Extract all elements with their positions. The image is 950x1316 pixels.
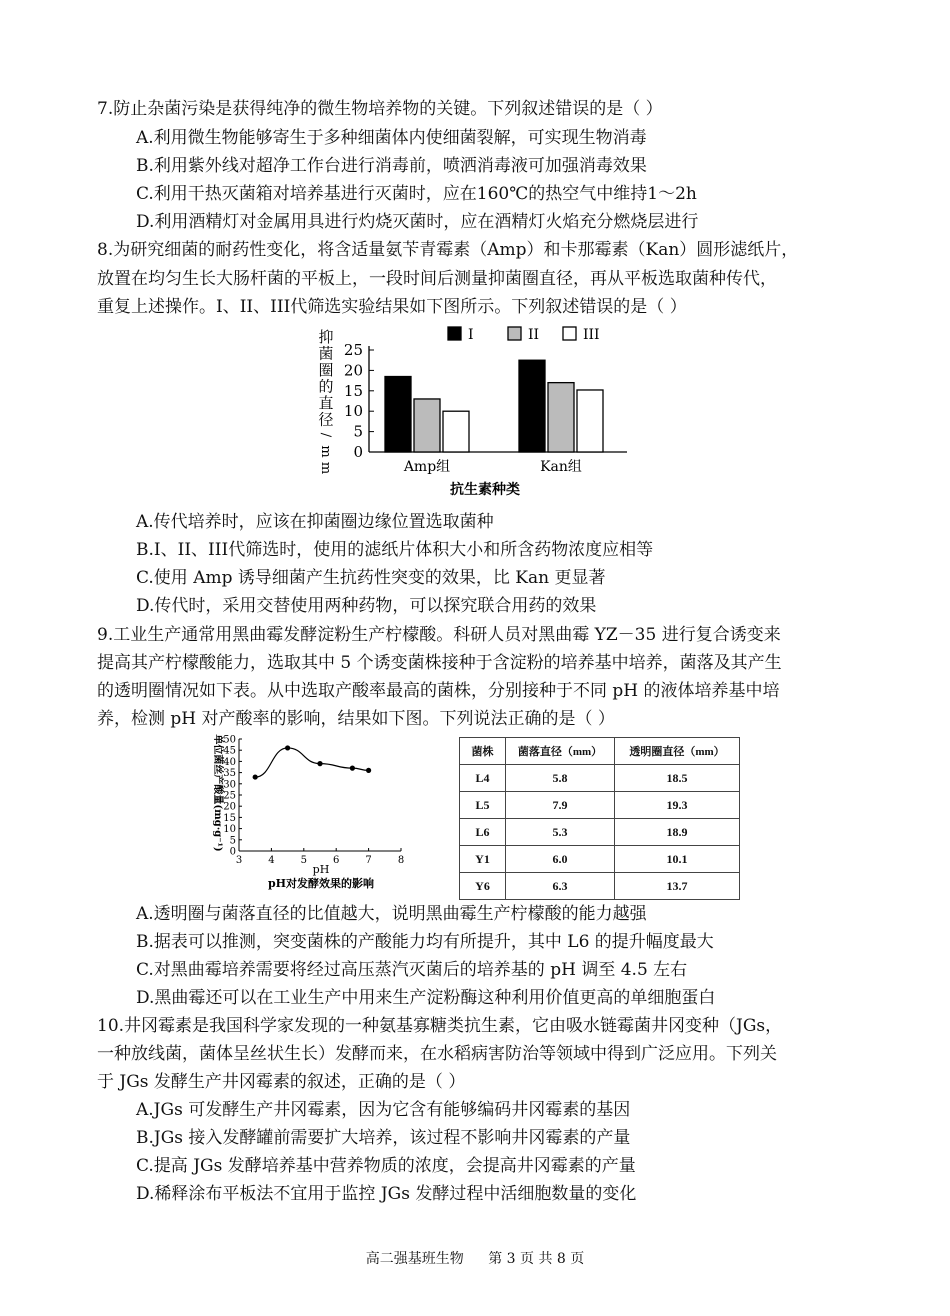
bar	[577, 390, 603, 452]
bar-chart-y-tick-label: 0	[353, 443, 363, 461]
q10-option-d: D.稀释涂布平板法不宜用于监控 JGs 发酵过程中活细胞数量的变化	[136, 1184, 637, 1204]
page-footer	[0, 1248, 950, 1268]
table-row	[460, 765, 740, 792]
bar-chart-legend	[448, 327, 600, 343]
line-chart-x-tick-label: 5	[300, 855, 307, 866]
q8-stem-line: 重复上述操作。I、II、III代筛选实验结果如下图所示。下列叙述错误的是（ ）	[97, 297, 687, 317]
table-cell: L4	[460, 765, 506, 792]
q9-option-a: A.透明圈与菌落直径的比值越大，说明黑曲霉生产柠檬酸的能力越强	[136, 904, 647, 924]
q7-option-c: C.利用干热灭菌箱对培养基进行灭菌时，应在160℃的热空气中维持1～2h	[136, 184, 697, 204]
line-chart-ylabel: 单位菌丝产酸量(mg·g⁻¹)	[212, 734, 223, 852]
line-chart-y-tick-label: 0	[229, 846, 236, 858]
table-cell: 19.3	[615, 792, 740, 819]
ph-line-chart	[203, 733, 413, 893]
table-cell: L5	[460, 792, 506, 819]
q8-option-d: D.传代时，采用交替使用两种药物，可以探究联合用药的效果	[136, 596, 597, 616]
q9-option-c: C.对黑曲霉培养需要将经过高压蒸汽灭菌后的培养基的 pH 调至 4.5 左右	[136, 960, 688, 980]
footer-course: 高二强基班生物	[365, 1251, 464, 1267]
data-point	[285, 745, 290, 750]
data-line	[255, 748, 368, 777]
bar-chart-y-tick-label: 20	[343, 361, 363, 380]
strain-table	[459, 737, 740, 900]
bar	[548, 383, 574, 452]
bar	[414, 399, 440, 452]
q10-stem-line: 于 JGs 发酵生产井冈霉素的叙述，正确的是（ ）	[97, 1072, 466, 1092]
legend-label: II	[528, 327, 540, 343]
line-chart-y-tick-label: 30	[223, 779, 236, 791]
line-chart-x-tick-label: 4	[268, 855, 275, 866]
bar-chart-y-tick-label: 15	[343, 381, 363, 400]
bar-chart-ylabel-char: m	[318, 461, 333, 475]
table-cell: Y1	[460, 846, 506, 873]
bar-chart-ylabel-char: 直	[318, 394, 334, 412]
bar-chart-ylabel-char: m	[318, 445, 333, 458]
bar-chart-y-tick-label: 10	[343, 402, 363, 421]
bar-chart-category-label: Amp组	[403, 459, 451, 475]
q10-option-a: A.JGs 可发酵生产井冈霉素，因为它含有能够编码井冈霉素的基因	[136, 1100, 631, 1120]
table-cell: 5.8	[506, 765, 615, 792]
legend-label: I	[468, 327, 474, 343]
line-chart-y-tick-label: 20	[223, 801, 236, 813]
line-chart-y-tick-label: 40	[223, 756, 236, 768]
q7-option-a: A.利用微生物能够寄生于多种细菌体内使细菌裂解，可实现生物消毒	[136, 128, 647, 148]
line-chart-x-tick-label: 3	[235, 855, 243, 866]
table-row	[460, 792, 740, 819]
table-cell: 13.7	[615, 873, 740, 900]
bar	[443, 411, 469, 452]
bar-chart-ylabel	[318, 328, 334, 474]
table-row	[460, 819, 740, 846]
legend-swatch	[563, 327, 576, 340]
q9-option-d: D.黑曲霉还可以在工业生产中用来生产淀粉酶这种利用价值更高的单细胞蛋白	[136, 988, 716, 1008]
data-point	[253, 774, 258, 779]
q7-option-b: B.利用紫外线对超净工作台进行消毒前，喷洒消毒液可加强消毒效果	[136, 156, 647, 176]
q9-option-b: B.据表可以推测，突变菌株的产酸能力均有所提升，其中 L6 的提升幅度最大	[136, 932, 714, 952]
bar	[385, 377, 411, 452]
q8-option-c: C.使用 Amp 诱导细菌产生抗药性突变的效果，比 Kan 更显著	[136, 568, 606, 588]
data-point	[366, 768, 371, 773]
table-header-row	[460, 738, 740, 765]
legend-label: III	[583, 327, 600, 343]
q8-stem-line: 放置在均匀生长大肠杆菌的平板上，一段时间后测量抑菌圈直径，再从平板选取菌种传代，	[97, 269, 777, 289]
line-chart-y-tick-label: 25	[223, 790, 236, 802]
line-chart-y-tick-label: 10	[223, 824, 236, 836]
table-cell: 10.1	[615, 846, 740, 873]
line-chart-x-tick-label: 6	[333, 855, 340, 866]
bar-chart-ylabel-char: 径	[318, 410, 334, 429]
table-header: 菌落直径（mm）	[506, 738, 615, 765]
bar-chart-ylabel-char: 菌	[318, 344, 334, 363]
line-chart-xlabel: pH	[312, 863, 330, 876]
q9-stem-line: 提高其产柠檬酸能力，选取其中 5 个诱变菌株接种于含淀粉的培养基中培养，菌落及其产生	[97, 653, 782, 673]
table-header: 透明圈直径（mm）	[615, 738, 740, 765]
legend-swatch	[508, 327, 521, 340]
q9-stem-line: 的透明圈情况如下表。从中选取产酸率最高的菌株，分别接种于不同 pH 的液体培养基中培	[97, 681, 780, 701]
bar-chart-y-tick-label: 25	[343, 341, 363, 359]
line-chart-x-tick-label: 8	[397, 855, 405, 866]
bar-chart-ylabel-char: 圈	[318, 361, 334, 379]
table-cell: 18.9	[615, 819, 740, 846]
q9-stem-line: 9.工业生产通常用黑曲霉发酵淀粉生产柠檬酸。科研人员对黑曲霉 YZ－35 进行复合诱变来	[97, 625, 781, 645]
line-chart-y-tick-label: 50	[223, 734, 236, 746]
table-row	[460, 846, 740, 873]
q9-stem-line: 养，检测 pH 对产酸率的影响，结果如下图。下列说法正确的是（ ）	[97, 709, 615, 729]
table-cell: L6	[460, 819, 506, 846]
line-chart-y-tick-label: 15	[223, 812, 236, 824]
antibiotic-bar-chart	[315, 322, 645, 502]
table-cell: 6.3	[506, 873, 615, 900]
table-row	[460, 873, 740, 900]
line-chart-y-tick-label: 5	[229, 835, 236, 847]
bar-chart-y-tick-label: 5	[353, 422, 363, 441]
bar-chart-ylabel-char: 的	[318, 377, 334, 396]
q8-option-a: A.传代培养时，应该在抑菌圈边缘位置选取菌种	[136, 512, 494, 532]
q10-stem-line: 10.井冈霉素是我国科学家发现的一种氨基寡糖类抗生素，它由吸水链霉菌井冈变种（JGs，	[97, 1016, 783, 1036]
legend-swatch	[448, 327, 461, 340]
data-point	[350, 766, 355, 771]
bar	[519, 360, 545, 452]
q10-option-b: B.JGs 接入发酵罐前需要扩大培养，该过程不影响井冈霉素的产量	[136, 1128, 631, 1148]
table-cell: 7.9	[506, 792, 615, 819]
line-chart-title: pH对发酵效果的影响	[267, 877, 375, 890]
table-cell: 6.0	[506, 846, 615, 873]
footer-page-number: 第 3 页 共 8 页	[488, 1251, 585, 1267]
table-cell: Y6	[460, 873, 506, 900]
table-cell: 5.3	[506, 819, 615, 846]
table-cell: 18.5	[615, 765, 740, 792]
line-chart-y-tick-label: 45	[223, 745, 236, 757]
bar-chart-ylabel-char: 抑	[318, 328, 334, 346]
bar-chart-category-label: Kan组	[540, 459, 582, 475]
table-header: 菌株	[460, 738, 506, 765]
data-point	[317, 761, 322, 766]
q7-stem: 7.防止杂菌污染是获得纯净的微生物培养物的关键。下列叙述错误的是（ ）	[97, 99, 663, 119]
bar-chart-ylabel-char: /	[318, 432, 333, 438]
q7-option-d: D.利用酒精灯对金属用具进行灼烧灭菌时，应在酒精灯火焰充分燃烧层进行	[136, 212, 699, 232]
q10-stem-line: 一种放线菌，菌体呈丝状生长）发酵而来，在水稻病害防治等领域中得到广泛应用。下列关	[97, 1044, 777, 1064]
line-chart-x-tick-label: 7	[365, 855, 372, 866]
bar-chart-xlabel: 抗生素种类	[450, 482, 520, 498]
q10-option-c: C.提高 JGs 发酵培养基中营养物质的浓度，会提高井冈霉素的产量	[136, 1156, 636, 1176]
q8-stem-line: 8.为研究细菌的耐药性变化，将含适量氨苄青霉素（Amp）和卡那霉素（Kan）圆形滤纸片，	[97, 240, 799, 260]
line-chart-y-tick-label: 35	[223, 768, 236, 780]
q8-option-b: B.I、II、III代筛选时，使用的滤纸片体积大小和所含药物浓度应相等	[136, 540, 654, 560]
